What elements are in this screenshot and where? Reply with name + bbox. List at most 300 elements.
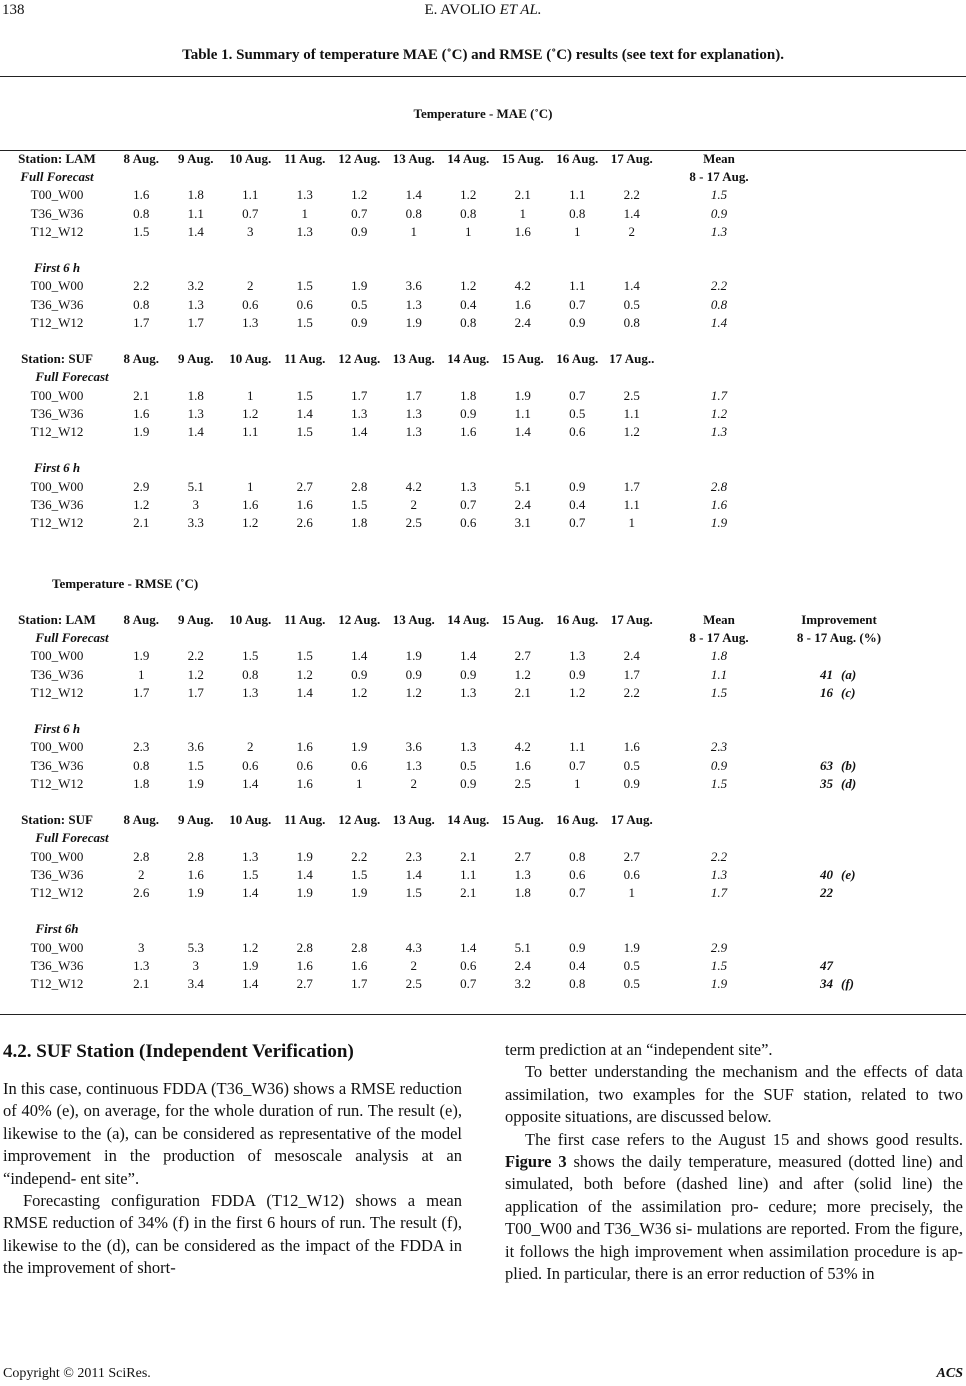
value-cell: 0.5 xyxy=(569,405,586,421)
empty-cell xyxy=(659,368,779,386)
mean-cell: 0.9 xyxy=(710,205,728,221)
value-cell: 1.3 xyxy=(296,223,313,239)
spacer-row xyxy=(0,241,779,259)
spacer-row xyxy=(0,441,779,459)
value-cell: 2.1 xyxy=(133,515,150,531)
empty-cell xyxy=(441,459,496,477)
empty-cell xyxy=(387,920,442,938)
column-header: 11 Aug. xyxy=(284,612,326,627)
value-cell: 2.1 xyxy=(514,187,531,203)
mean-cell: 1.9 xyxy=(710,976,728,992)
value-cell: 1.6 xyxy=(514,296,531,312)
empty-cell xyxy=(550,629,605,647)
value-cell: 1.6 xyxy=(133,187,150,203)
empty-cell xyxy=(605,368,660,386)
value-cell: 2.2 xyxy=(351,848,368,864)
column-header: 15 Aug. xyxy=(501,612,544,627)
value-cell: 0.5 xyxy=(623,296,640,312)
value-cell: 1.9 xyxy=(296,848,313,864)
value-cell: 1.4 xyxy=(405,187,422,203)
empty-cell xyxy=(496,368,551,386)
column-header: Improvement xyxy=(801,612,877,627)
empty-cell xyxy=(169,459,224,477)
empty-cell xyxy=(550,368,605,386)
value-cell: 1.5 xyxy=(351,496,368,512)
run-label: T00_W00 xyxy=(30,939,84,955)
empty-cell xyxy=(496,720,551,738)
mean-cell: 1.9 xyxy=(710,515,728,531)
value-cell: 0.9 xyxy=(569,666,586,682)
value-cell: 1.4 xyxy=(296,684,313,700)
run-label: T12_W12 xyxy=(30,223,84,239)
value-cell: 1.4 xyxy=(514,424,531,440)
value-cell: 1.2 xyxy=(569,684,586,700)
empty-cell xyxy=(550,168,605,186)
empty-cell xyxy=(114,259,169,277)
empty-cell xyxy=(605,259,660,277)
subsection-label: Full Forecast xyxy=(35,369,109,385)
value-cell: 2.4 xyxy=(514,314,531,330)
improvement-value: 35 xyxy=(820,775,833,791)
value-cell: 1.4 xyxy=(242,775,259,791)
value-cell: 1.3 xyxy=(514,866,531,882)
column-header: 8 Aug. xyxy=(123,351,159,367)
subsection-label: Full Forecast xyxy=(20,169,94,185)
value-cell: 3 xyxy=(138,939,145,955)
value-cell: 1 xyxy=(574,775,581,791)
value-cell: 0.6 xyxy=(569,866,586,882)
table-header-row xyxy=(0,611,899,629)
value-cell: 1.5 xyxy=(296,314,313,330)
mean-cell: 2.2 xyxy=(710,278,728,294)
mean-cell: 1.5 xyxy=(710,775,728,791)
empty-cell xyxy=(278,168,333,186)
value-cell: 1.9 xyxy=(242,957,259,973)
table-row xyxy=(0,975,899,993)
improvement-value xyxy=(779,738,839,756)
value-cell: 1.6 xyxy=(133,405,150,421)
value-cell: 1.4 xyxy=(623,205,640,221)
mean-cell: 1.5 xyxy=(710,957,728,973)
column-subheader: 8 - 17 Aug. xyxy=(689,169,749,185)
value-cell: 0.9 xyxy=(460,666,477,682)
table-row xyxy=(0,223,779,241)
mean-cell: 1.3 xyxy=(710,223,728,239)
right-paragraph-2: To better understanding the mechanism and the effects of data assimilation, two examples for the SUF station, related to two opposite situations, are discussed below. xyxy=(505,1062,963,1127)
table-subheader-row xyxy=(0,459,779,477)
subsection-label: Full Forecast xyxy=(35,630,109,646)
running-title xyxy=(0,2,966,19)
footer-copyright: Copyright © 2011 SciRes. xyxy=(3,1366,151,1381)
value-cell: 0.4 xyxy=(569,957,586,973)
value-cell: 1.3 xyxy=(460,478,477,494)
empty-cell xyxy=(223,368,278,386)
empty-cell xyxy=(332,829,387,847)
empty-cell xyxy=(659,720,779,738)
run-label: T12_W12 xyxy=(30,775,84,791)
value-cell: 2 xyxy=(247,739,254,755)
empty-cell xyxy=(169,920,224,938)
empty-cell xyxy=(550,459,605,477)
value-cell: 1.2 xyxy=(351,187,368,203)
value-cell: 2.8 xyxy=(187,848,204,864)
empty-cell xyxy=(441,259,496,277)
column-header: 12 Aug. xyxy=(338,812,381,828)
table-row xyxy=(0,496,779,514)
improvement-note xyxy=(839,738,899,756)
mean-cell: 1.6 xyxy=(710,496,728,512)
run-label: T12_W12 xyxy=(30,885,84,901)
improvement-note: (e) xyxy=(841,866,856,882)
value-cell: 1.6 xyxy=(351,957,368,973)
empty-cell xyxy=(332,920,387,938)
run-label: T12_W12 xyxy=(30,314,84,330)
value-cell: 0.8 xyxy=(569,205,586,221)
run-label: T00_W00 xyxy=(30,648,84,664)
value-cell: 1.1 xyxy=(242,187,259,203)
improvement-value: 34 xyxy=(820,976,833,992)
empty-cell xyxy=(496,829,551,847)
column-header: 10 Aug. xyxy=(229,151,272,166)
value-cell: 1.2 xyxy=(242,939,259,955)
value-cell: 1.9 xyxy=(296,885,313,901)
value-cell: 5.1 xyxy=(514,939,531,955)
spacer-row xyxy=(0,793,899,811)
mean-cell: 0.9 xyxy=(710,757,728,773)
value-cell: 1.8 xyxy=(187,187,204,203)
empty-cell xyxy=(223,168,278,186)
value-cell: 1.5 xyxy=(296,648,313,664)
table-row xyxy=(0,939,899,957)
value-cell: 4.3 xyxy=(405,939,422,955)
value-cell: 1 xyxy=(247,387,254,403)
value-cell: 2.7 xyxy=(296,976,313,992)
value-cell: 2.1 xyxy=(133,976,150,992)
value-cell: 0.8 xyxy=(405,205,422,221)
value-cell: 1.3 xyxy=(296,187,313,203)
mean-cell: 1.8 xyxy=(710,648,728,664)
value-cell: 1 xyxy=(628,515,635,531)
spacer-cell xyxy=(0,332,779,350)
column-header: 10 Aug. xyxy=(229,612,272,627)
spacer-row xyxy=(0,332,779,350)
empty-cell xyxy=(441,368,496,386)
empty-cell xyxy=(779,720,839,738)
column-header: 16 Aug. xyxy=(556,612,599,627)
table-header-row xyxy=(0,811,899,829)
value-cell: 1.9 xyxy=(133,648,150,664)
value-cell: 1.7 xyxy=(133,684,150,700)
column-header: 8 Aug. xyxy=(123,612,159,627)
mean-cell: 0.8 xyxy=(710,296,728,312)
improvement-value xyxy=(779,848,839,866)
value-cell: 1.3 xyxy=(405,757,422,773)
table-header-row xyxy=(0,350,779,368)
empty-cell xyxy=(779,920,839,938)
value-cell: 1.6 xyxy=(296,739,313,755)
empty-cell xyxy=(550,829,605,847)
value-cell: 5.1 xyxy=(187,478,204,494)
column-header: 17 Aug. xyxy=(610,151,653,166)
table-row xyxy=(0,957,899,975)
column-header xyxy=(659,350,779,368)
value-cell: 1.2 xyxy=(187,666,204,682)
empty-cell xyxy=(839,920,899,938)
run-label: T12_W12 xyxy=(30,976,84,992)
improvement-note xyxy=(839,957,899,975)
value-cell: 2.9 xyxy=(133,478,150,494)
value-cell: 1.1 xyxy=(187,205,204,221)
mean-cell: 1.5 xyxy=(710,187,728,203)
column-header: 17 Aug.. xyxy=(609,351,655,367)
empty-cell xyxy=(114,920,169,938)
table-row xyxy=(0,423,779,441)
value-cell: 1.7 xyxy=(405,387,422,403)
value-cell: 1.9 xyxy=(351,278,368,294)
value-cell: 1 xyxy=(138,666,145,682)
value-cell: 2.5 xyxy=(405,515,422,531)
run-label: T36_W36 xyxy=(30,957,84,973)
value-cell: 2.4 xyxy=(623,648,640,664)
table-subheader-row xyxy=(0,629,899,647)
table-row xyxy=(0,387,779,405)
mean-cell: 1.5 xyxy=(710,684,728,700)
value-cell: 2.2 xyxy=(623,684,640,700)
table-row xyxy=(0,296,779,314)
right-paragraph-3-rest: shows the daily temperature, measured (dotted line) and simulated, both before (dashed line) and after (solid line) the application of the assimilation pro- cedure; more precisely, the T00_W00 and T36_W36 si- mulations are reported. From the figure, it follows the high improvement when assimilation procedure is ap- plied. In particular, there is an error reduction of 53% in xyxy=(505,1152,963,1284)
table-bottom-rule xyxy=(0,1014,966,1015)
empty-cell xyxy=(441,920,496,938)
value-cell: 0.8 xyxy=(133,205,150,221)
empty-cell xyxy=(387,168,442,186)
value-cell: 1.4 xyxy=(351,648,368,664)
empty-cell xyxy=(278,368,333,386)
rmse-table xyxy=(0,611,899,993)
value-cell: 1.2 xyxy=(242,405,259,421)
value-cell: 0.9 xyxy=(351,223,368,239)
value-cell: 1.4 xyxy=(351,424,368,440)
value-cell: 1.6 xyxy=(623,739,640,755)
run-label: T36_W36 xyxy=(30,496,84,512)
column-header: 14 Aug. xyxy=(447,151,490,166)
improvement-note xyxy=(839,884,899,902)
run-label: T36_W36 xyxy=(30,296,84,312)
mean-cell: 1.3 xyxy=(710,866,728,882)
empty-cell xyxy=(605,629,660,647)
value-cell: 2.4 xyxy=(514,496,531,512)
value-cell: 1.2 xyxy=(460,278,477,294)
value-cell: 2.8 xyxy=(351,939,368,955)
value-cell: 1.6 xyxy=(187,866,204,882)
value-cell: 2.5 xyxy=(514,775,531,791)
value-cell: 1.7 xyxy=(623,478,640,494)
value-cell: 0.6 xyxy=(351,757,368,773)
empty-cell xyxy=(550,920,605,938)
value-cell: 2.3 xyxy=(133,739,150,755)
subsection-label: Full Forecast xyxy=(35,830,109,846)
value-cell: 1.9 xyxy=(405,314,422,330)
value-cell: 1.6 xyxy=(460,424,477,440)
mean-cell: 1.7 xyxy=(710,885,728,901)
table-row xyxy=(0,757,899,775)
column-header: 9 Aug. xyxy=(178,151,214,166)
value-cell: 1.1 xyxy=(514,405,531,421)
empty-cell xyxy=(169,259,224,277)
empty-cell xyxy=(659,920,779,938)
value-cell: 0.8 xyxy=(242,666,259,682)
run-label: T00_W00 xyxy=(30,387,84,403)
station-label: Station: SUF xyxy=(21,351,93,367)
value-cell: 0.9 xyxy=(351,666,368,682)
empty-cell xyxy=(169,829,224,847)
value-cell: 1.5 xyxy=(242,866,259,882)
value-cell: 3.6 xyxy=(405,739,422,755)
value-cell: 1.5 xyxy=(187,757,204,773)
value-cell: 1.4 xyxy=(623,278,640,294)
section-heading: 4.2. SUF Station (Independent Verification) xyxy=(3,1041,354,1062)
value-cell: 3.4 xyxy=(187,976,204,992)
value-cell: 0.8 xyxy=(133,296,150,312)
value-cell: 2.8 xyxy=(133,848,150,864)
column-header: 17 Aug. xyxy=(610,612,653,627)
value-cell: 1.1 xyxy=(623,496,640,512)
value-cell: 1.2 xyxy=(296,666,313,682)
column-header: 14 Aug. xyxy=(447,812,490,828)
value-cell: 1.4 xyxy=(460,939,477,955)
empty-cell xyxy=(387,459,442,477)
improvement-note: (b) xyxy=(841,757,857,773)
value-cell: 3.6 xyxy=(187,739,204,755)
run-label: T36_W36 xyxy=(30,757,84,773)
empty-cell xyxy=(114,368,169,386)
table-row xyxy=(0,775,899,793)
value-cell: 0.7 xyxy=(569,885,586,901)
value-cell: 1 xyxy=(301,205,308,221)
value-cell: 1.4 xyxy=(187,223,204,239)
value-cell: 1.3 xyxy=(242,684,259,700)
column-header: 10 Aug. xyxy=(229,351,272,367)
running-title-authors: E. AVOLIO xyxy=(424,2,496,18)
value-cell: 0.6 xyxy=(296,757,313,773)
run-label: T36_W36 xyxy=(30,666,84,682)
column-header: 10 Aug. xyxy=(229,812,272,828)
empty-cell xyxy=(605,829,660,847)
mean-cell: 1.2 xyxy=(710,405,728,421)
empty-cell xyxy=(659,259,779,277)
value-cell: 0.9 xyxy=(623,775,640,791)
value-cell: 0.6 xyxy=(460,515,477,531)
table-subheader-row xyxy=(0,920,899,938)
value-cell: 1.9 xyxy=(623,939,640,955)
value-cell: 1.8 xyxy=(187,387,204,403)
table-caption: Table 1. Summary of temperature MAE (˚C) and RMSE (˚C) results (see text for explanation). xyxy=(182,47,784,63)
column-header: 8 Aug. xyxy=(123,151,159,166)
right-paragraph-3 xyxy=(505,1129,963,1286)
table-row xyxy=(0,186,779,204)
empty-cell xyxy=(169,368,224,386)
column-subheader: 8 - 17 Aug. xyxy=(689,630,749,646)
empty-cell xyxy=(278,829,333,847)
left-paragraph-2: Forecasting configuration FDDA (T12_W12) shows a mean RMSE reduction of 34% (f) in the first 6 hours of run. The result (f), likewise to the (d), can be considered as the impact of the FDDA in the improvement of short- xyxy=(3,1191,462,1278)
improvement-note xyxy=(839,939,899,957)
value-cell: 2 xyxy=(410,496,417,512)
empty-cell xyxy=(496,920,551,938)
empty-cell xyxy=(332,629,387,647)
value-cell: 1.2 xyxy=(242,515,259,531)
table-row xyxy=(0,647,899,665)
empty-cell xyxy=(441,629,496,647)
empty-cell xyxy=(223,920,278,938)
empty-cell xyxy=(605,168,660,186)
empty-cell xyxy=(779,811,839,829)
value-cell: 1.5 xyxy=(296,278,313,294)
value-cell: 3.2 xyxy=(187,278,204,294)
value-cell: 1.7 xyxy=(351,387,368,403)
empty-cell xyxy=(114,629,169,647)
value-cell: 0.7 xyxy=(569,757,586,773)
empty-cell xyxy=(441,168,496,186)
rmse-title: Temperature - RMSE (˚C) xyxy=(52,576,199,591)
value-cell: 0.8 xyxy=(460,205,477,221)
value-cell: 1.5 xyxy=(296,387,313,403)
improvement-value: 63 xyxy=(820,757,833,773)
value-cell: 2.5 xyxy=(623,387,640,403)
value-cell: 0.9 xyxy=(460,775,477,791)
column-header: 16 Aug. xyxy=(556,351,599,367)
spacer-cell xyxy=(0,793,899,811)
value-cell: 1.3 xyxy=(569,648,586,664)
column-header: 15 Aug. xyxy=(501,351,544,367)
improvement-value: 47 xyxy=(820,957,833,973)
value-cell: 2.4 xyxy=(514,957,531,973)
value-cell: 1.9 xyxy=(351,739,368,755)
empty-cell xyxy=(223,459,278,477)
figure-3-ref[interactable]: Figure 3 xyxy=(505,1152,567,1172)
column-header: 9 Aug. xyxy=(178,812,214,828)
station-label: Station: LAM xyxy=(18,612,96,627)
empty-cell xyxy=(114,829,169,847)
value-cell: 1.5 xyxy=(133,223,150,239)
empty-cell xyxy=(605,920,660,938)
table-row xyxy=(0,405,779,423)
mean-cell: 1.4 xyxy=(710,314,728,330)
value-cell: 1.9 xyxy=(133,424,150,440)
right-column xyxy=(505,1039,963,1285)
value-cell: 1.1 xyxy=(569,739,586,755)
empty-cell xyxy=(496,629,551,647)
left-column xyxy=(3,1078,462,1280)
empty-cell xyxy=(387,720,442,738)
run-label: T00_W00 xyxy=(30,478,84,494)
value-cell: 2.1 xyxy=(133,387,150,403)
empty-cell xyxy=(278,459,333,477)
table-row xyxy=(0,478,779,496)
value-cell: 1.6 xyxy=(296,775,313,791)
value-cell: 1.7 xyxy=(187,314,204,330)
value-cell: 0.6 xyxy=(242,296,259,312)
empty-cell xyxy=(659,459,779,477)
value-cell: 0.7 xyxy=(242,205,259,221)
value-cell: 0.5 xyxy=(351,296,368,312)
empty-cell xyxy=(839,720,899,738)
mean-cell: 2.3 xyxy=(710,739,728,755)
empty-cell xyxy=(839,811,899,829)
value-cell: 0.7 xyxy=(460,496,477,512)
spacer-cell xyxy=(0,902,899,920)
empty-cell xyxy=(278,720,333,738)
column-header: 11 Aug. xyxy=(284,351,326,367)
value-cell: 1.3 xyxy=(460,739,477,755)
